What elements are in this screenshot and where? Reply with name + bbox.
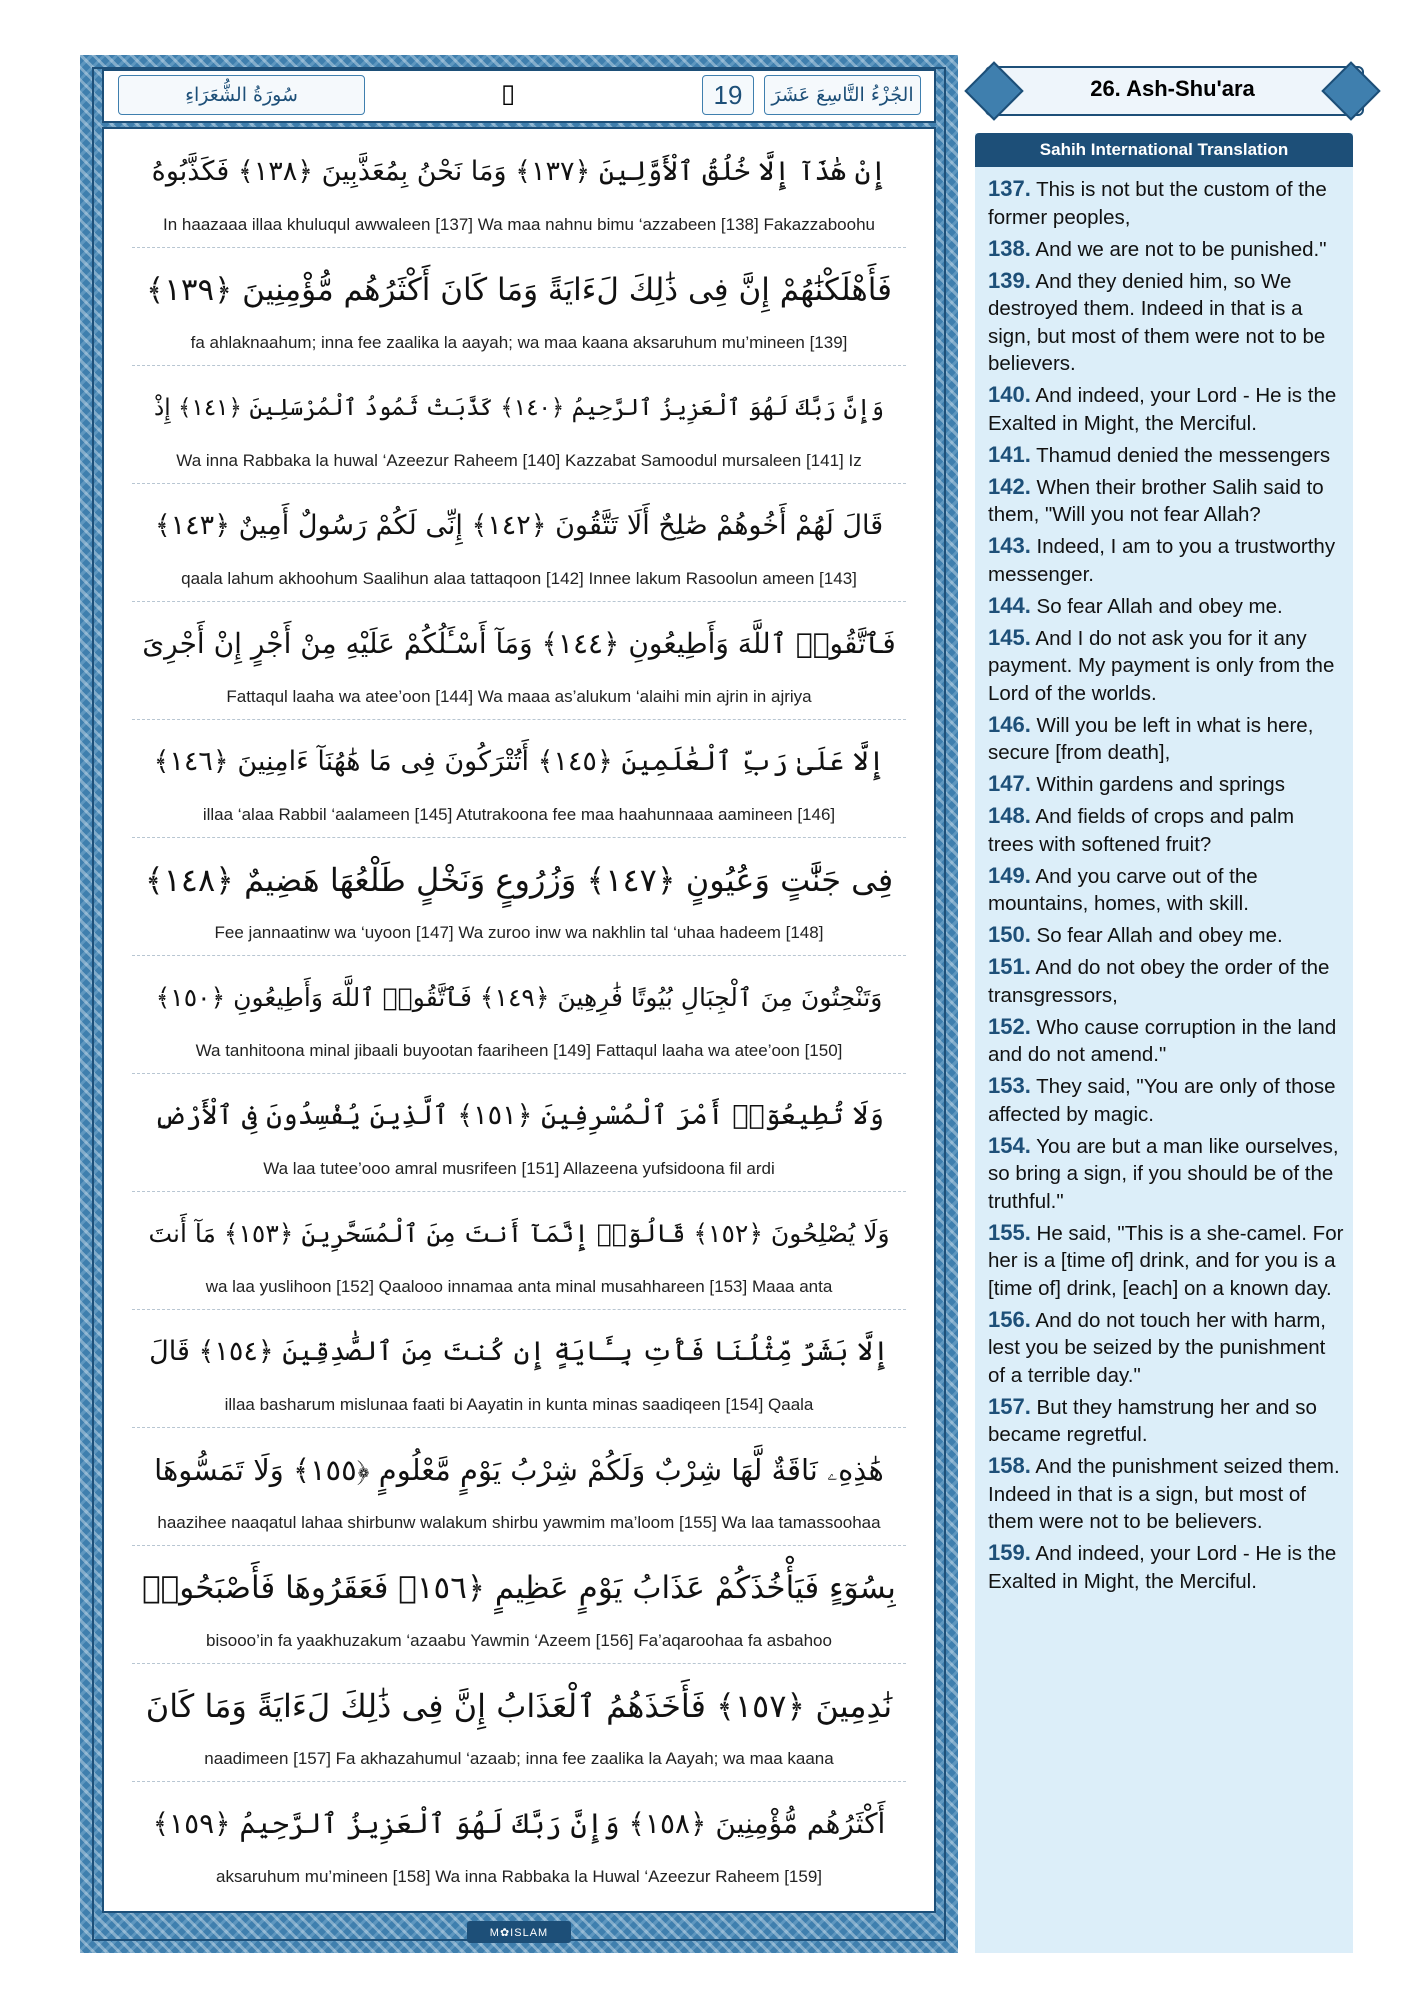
verse-number: 147. — [988, 771, 1031, 796]
verse-number: 142. — [988, 473, 1031, 499]
transliteration: In haazaaa illaa khuluqul awwaleen [137] Wa maa nahnu bimu ‘azzabeen [138] Fakazzaboohu — [163, 215, 875, 234]
transliteration: Wa inna Rabbaka la huwal ‘Azeezur Raheem [140] Kazzabat Samoodul mursaleen [141] Iz — [176, 451, 862, 470]
verse-translation-text: So fear Allah and obey me. — [1036, 924, 1283, 947]
verse-number: 137. — [988, 176, 1031, 201]
transliteration: aksaruhum mu’mineen [158] Wa inna Rabbaka la Huwal ‘Azeezur Raheem [159] — [215, 1867, 823, 1886]
text-area — [102, 127, 936, 1913]
verse-translation-text: This is not but the custom of the former peoples, — [988, 178, 1327, 229]
transliteration: Wa laa tutee’ooo amral musrifeen [151] Allazeena yufsidoona fil ardi — [263, 1159, 775, 1178]
transliteration: wa laa yuslihoon [152] Qaalooo innamaa anta minal musahhareen [153] Maaa anta — [205, 1277, 833, 1296]
transliteration: Wa tanhitoona minal jibaali buyootan faariheen [149] Fattaqul laaha wa atee’oon [150] — [195, 1041, 843, 1060]
verse-translation-text: And indeed, your Lord - He is the Exalted in Might, the Merciful. — [988, 1542, 1337, 1593]
sajda-mark-icon: ▯ — [500, 79, 516, 109]
arabic-text: وَلَا تُطِيعُوٓا۟ أَمْرَ ٱلْمُسْرِفِينَ ﴿١٥١﴾ ٱلَّذِينَ يُفْسِدُونَ فِى ٱلْأَرْضِ — [154, 1100, 884, 1131]
verse-translation-text: And do not touch her with harm, lest you be seized by the punishment of a terrible day." — [988, 1308, 1326, 1387]
verse-translation-text: So fear Allah and obey me. — [1036, 594, 1283, 618]
verse-translation-text: He said, "This is a she-camel. For her is a [time of] drink, and for you is a [time of] drink, [each] on a known day. — [988, 1221, 1344, 1300]
verse-number: 153. — [988, 1073, 1031, 1098]
verse-translation-text: Thamud denied the messengers — [1036, 443, 1331, 467]
verse-line — [132, 1309, 906, 1428]
verse-line — [132, 1781, 906, 1899]
verse-number: 141. — [988, 441, 1031, 467]
verse-line — [132, 365, 906, 484]
arabic-text: إِلَّا عَلَىٰ رَبِّ ٱلْعَٰلَمِينَ ﴿١٤٥﴾ أَتُتْرَكُونَ فِى مَا هَٰهُنَآ ءَامِنِينَ ﴿١٤٦﴾ — [153, 746, 885, 777]
arabic-text: فَٱتَّقُوا۟ ٱللَّهَ وَأَطِيعُونِ ﴿١٤٤﴾ وَمَآ أَسْـَٔلُكُمْ عَلَيْهِ مِنْ أَجْرٍ إِنْ أَجْرِىَ — [142, 627, 896, 660]
translation-verse — [988, 953, 1345, 1009]
verse-translation-text: And you carve out of the mountains, homes, with skill. — [988, 864, 1258, 915]
verse-number: 157. — [988, 1393, 1031, 1419]
verse-number: 149. — [988, 862, 1031, 888]
verse-translation-text: And do not obey the order of the transgressors, — [988, 956, 1330, 1007]
verse-translation-text: When their brother Salih said to them, "Will you not fear Allah? — [988, 475, 1324, 526]
verse-line — [132, 837, 906, 956]
verse-number: 152. — [988, 1013, 1031, 1039]
translation-verse — [988, 1306, 1345, 1390]
translation-verse — [988, 1132, 1345, 1216]
verse-line — [132, 1545, 906, 1664]
translation-verse — [988, 473, 1345, 529]
verse-number: 151. — [988, 954, 1031, 979]
translation-verse — [988, 267, 1345, 378]
translation-verse — [988, 1539, 1345, 1595]
translation-verse — [988, 1013, 1345, 1069]
surah-title: 26. Ash-Shu'ara — [1090, 76, 1255, 101]
translation-header: Sahih International Translation — [975, 133, 1353, 167]
verse-translation-text: And fields of crops and palm trees with softened fruit? — [988, 805, 1295, 856]
translation-list — [988, 175, 1345, 1599]
verse-line — [132, 1663, 906, 1782]
transliteration: haazihee naaqatul lahaa shirbunw walakum shirbu yawmim ma’loom [155] Wa laa tamassoohaa — [157, 1513, 881, 1532]
verse-number: 159. — [988, 1540, 1031, 1565]
translation-verse — [988, 592, 1345, 621]
verse-translation-text: They said, "You are only of those affected by magic. — [988, 1075, 1336, 1126]
verse-translation-text: And the punishment seized them. Indeed in that is a sign, but most of them were not to be believers. — [988, 1455, 1340, 1533]
verse-line — [132, 601, 906, 720]
transliteration: fa ahlaknaahum; inna fee zaalika la aayah; wa maa kaana aksaruhum mu’mineen [139] — [190, 333, 848, 352]
translation-verse — [988, 235, 1345, 264]
verse-translation-text: You are but a man like ourselves, so bring a sign, if you should be of the truthful." — [988, 1134, 1339, 1213]
arabic-text: أَكْثَرُهُم مُّؤْمِنِينَ ﴿١٥٨﴾ وَإِنَّ رَبَّكَ لَهُوَ ٱلْعَزِيزُ ٱلرَّحِيمُ ﴿١٥٩﴾ — [152, 1807, 886, 1840]
verse-number: 144. — [988, 592, 1031, 618]
verse-number: 140. — [988, 382, 1031, 407]
verse-number: 150. — [988, 922, 1031, 947]
arabic-text: وَإِنَّ رَبَّكَ لَهُوَ ٱلْعَزِيزُ ٱلرَّحِيمُ ﴿١٤٠﴾ كَذَّبَتْ ثَمُودُ ٱلْمُرْسَلِينَ ﴿١٤١﴾ إِذْ — [154, 395, 884, 421]
verse-number: 155. — [988, 1219, 1031, 1245]
page-number: 19 — [702, 75, 754, 115]
brand-logo: M✿ISLAM — [467, 1921, 571, 1943]
arabic-text: إِلَّا بَشَرٌ مِّثْلُنَا فَأْتِ بِـَٔايَةٍ إِن كُنتَ مِنَ ٱلصَّٰدِقِينَ ﴿١٥٤﴾ قَالَ — [149, 1336, 889, 1367]
arabic-text: هَٰذِهِۦ نَاقَةٌ لَّهَا شِرْبٌ وَلَكُمْ شِرْبُ يَوْمٍ مَّعْلُومٍ ﴿١٥٥﴾ وَلَا تَمَسُّوهَا — [154, 1453, 884, 1487]
verse-number: 148. — [988, 803, 1031, 828]
transliteration: bisooo’in fa yaakhuzakum ‘azaabu Yawmin ‘Azeem [156] Fa’aqaroohaa fa asbahoo — [206, 1631, 832, 1650]
surah-title-banner — [975, 58, 1370, 120]
verse-translation-text: Indeed, I am to you a trustworthy messenger. — [988, 535, 1336, 586]
translation-verse — [988, 1219, 1345, 1303]
transliteration: Fee jannaatinw wa ‘uyoon [147] Wa zuroo inw wa nakhlin tal ‘uhaa hadeem [148] — [214, 923, 824, 942]
quran-page — [80, 55, 958, 1953]
translation-verse — [988, 711, 1345, 767]
verse-translation-text: But they hamstrung her and so became regretful. — [988, 1395, 1317, 1446]
arabic-text: فَأَهْلَكْنَٰهُمْ إِنَّ فِى ذَٰلِكَ لَءَايَةً وَمَا كَانَ أَكْثَرُهُم مُّؤْمِنِينَ ﴿١٣٩﴾ — [146, 272, 892, 308]
verse-translation-text: And I do not ask you for it any payment. My payment is only from the Lord of the worlds. — [988, 626, 1335, 705]
verse-line — [132, 955, 906, 1074]
verse-number: 138. — [988, 235, 1031, 261]
verse-line — [132, 1427, 906, 1546]
verse-line — [132, 1191, 906, 1310]
verse-number: 139. — [988, 267, 1031, 293]
verse-number: 146. — [988, 711, 1031, 737]
arabic-text: بِسُوٓءٍ فَيَأْخُذَكُمْ عَذَابُ يَوْمٍ عَظِيمٍ ﴿١٥٦﴾ فَعَقَرُوهَا فَأَصْبَحُوا۟ — [142, 1570, 896, 1606]
translation-panel — [975, 133, 1353, 1953]
verse-number: 156. — [988, 1306, 1031, 1332]
verse-line — [132, 129, 906, 248]
verse-number: 154. — [988, 1132, 1031, 1158]
translation-verse — [988, 175, 1345, 231]
translation-verse — [988, 921, 1345, 950]
verse-translation-text: And indeed, your Lord - He is the Exalted in Might, the Merciful. — [988, 384, 1337, 435]
verse-translation-text: And we are not to be punished." — [1035, 237, 1327, 261]
transliteration: naadimeen [157] Fa akhazahumul ‘azaab; inna fee zaalika la Aayah; wa maa kaana — [204, 1749, 834, 1768]
translation-verse — [988, 1072, 1345, 1128]
verse-number: 145. — [988, 624, 1031, 650]
arabic-text: وَلَا يُصْلِحُونَ ﴿١٥٢﴾ قَالُوٓا۟ إِنَّمَآ أَنتَ مِنَ ٱلْمُسَحَّرِينَ ﴿١٥٣﴾ مَآ أَنتَ — [148, 1219, 890, 1248]
arabic-text: وَتَنْحِتُونَ مِنَ ٱلْجِبَالِ بُيُوتًا فَٰرِهِينَ ﴿١٤٩﴾ فَٱتَّقُوا۟ ٱللَّهَ وَأَطِيعُونِ ﴿١٥٠﴾ — [155, 983, 883, 1012]
verse-line — [132, 719, 906, 838]
translation-verse — [988, 441, 1345, 470]
verse-number: 158. — [988, 1453, 1031, 1478]
translation-verse — [988, 1452, 1345, 1536]
verse-translation-text: Who cause corruption in the land and do not amend." — [988, 1015, 1337, 1066]
verse-translation-text: Within gardens and springs — [1036, 773, 1285, 796]
translation-verse — [988, 381, 1345, 437]
transliteration: illaa ‘alaa Rabbil ‘aalameen [145] Atutrakoona fee maa haahunnaaa aamineen [146] — [202, 805, 836, 824]
verse-translation-text: And they denied him, so We destroyed them. Indeed in that is a sign, but most of them were not to be believers. — [988, 269, 1326, 375]
juz-name: الجُزْءُ التَّاسِعَ عَشَرَ — [764, 75, 921, 115]
verse-line — [132, 247, 906, 366]
transliteration: illaa basharum mislunaa faati bi Aayatin in kunta minas saadiqeen [154] Qaala — [224, 1395, 814, 1414]
translation-verse — [988, 624, 1345, 708]
translation-verse — [988, 862, 1345, 918]
translation-verse — [988, 770, 1345, 799]
arabic-text: إِنْ هَٰذَآ إِلَّا خُلُقُ ٱلْأَوَّلِينَ ﴿١٣٧﴾ وَمَا نَحْنُ بِمُعَذَّبِينَ ﴿١٣٨﴾ فَكَذَّبُوهُ — [151, 156, 887, 187]
arabic-text: قَالَ لَهُمْ أَخُوهُمْ صَٰلِحٌ أَلَا تَتَّقُونَ ﴿١٤٢﴾ إِنِّى لَكُمْ رَسُولٌ أَمِينٌ ﴿١٤٣﴾ — [154, 510, 884, 541]
surah-name: سُورَةُ الشُّعَرَاءِ — [118, 75, 365, 115]
translation-verse — [988, 802, 1345, 858]
verse-line — [132, 483, 906, 602]
arabic-text: فِى جَنَّٰتٍ وَعُيُونٍ ﴿١٤٧﴾ وَزُرُوعٍ وَنَخْلٍ طَلْعُهَا هَضِيمٌ ﴿١٤٨﴾ — [144, 861, 894, 899]
translation-verse — [988, 1393, 1345, 1449]
translation-verse — [988, 532, 1345, 588]
page-header — [102, 69, 936, 123]
verse-translation-text: Will you be left in what is here, secure [from death], — [988, 713, 1314, 764]
transliteration: Fattaqul laaha wa atee’oon [144] Wa maaa as’alukum ‘alaihi min ajrin in ajriya — [226, 687, 812, 706]
arabic-text: نَٰدِمِينَ ﴿١٥٧﴾ فَأَخَذَهُمُ ٱلْعَذَابُ إِنَّ فِى ذَٰلِكَ لَءَايَةً وَمَا كَانَ — [145, 1687, 893, 1725]
verse-line — [132, 1073, 906, 1192]
transliteration: qaala lahum akhoohum Saalihun alaa tattaqoon [142] Innee lakum Rasoolun ameen [143] — [181, 569, 857, 588]
verse-number: 143. — [988, 533, 1031, 558]
